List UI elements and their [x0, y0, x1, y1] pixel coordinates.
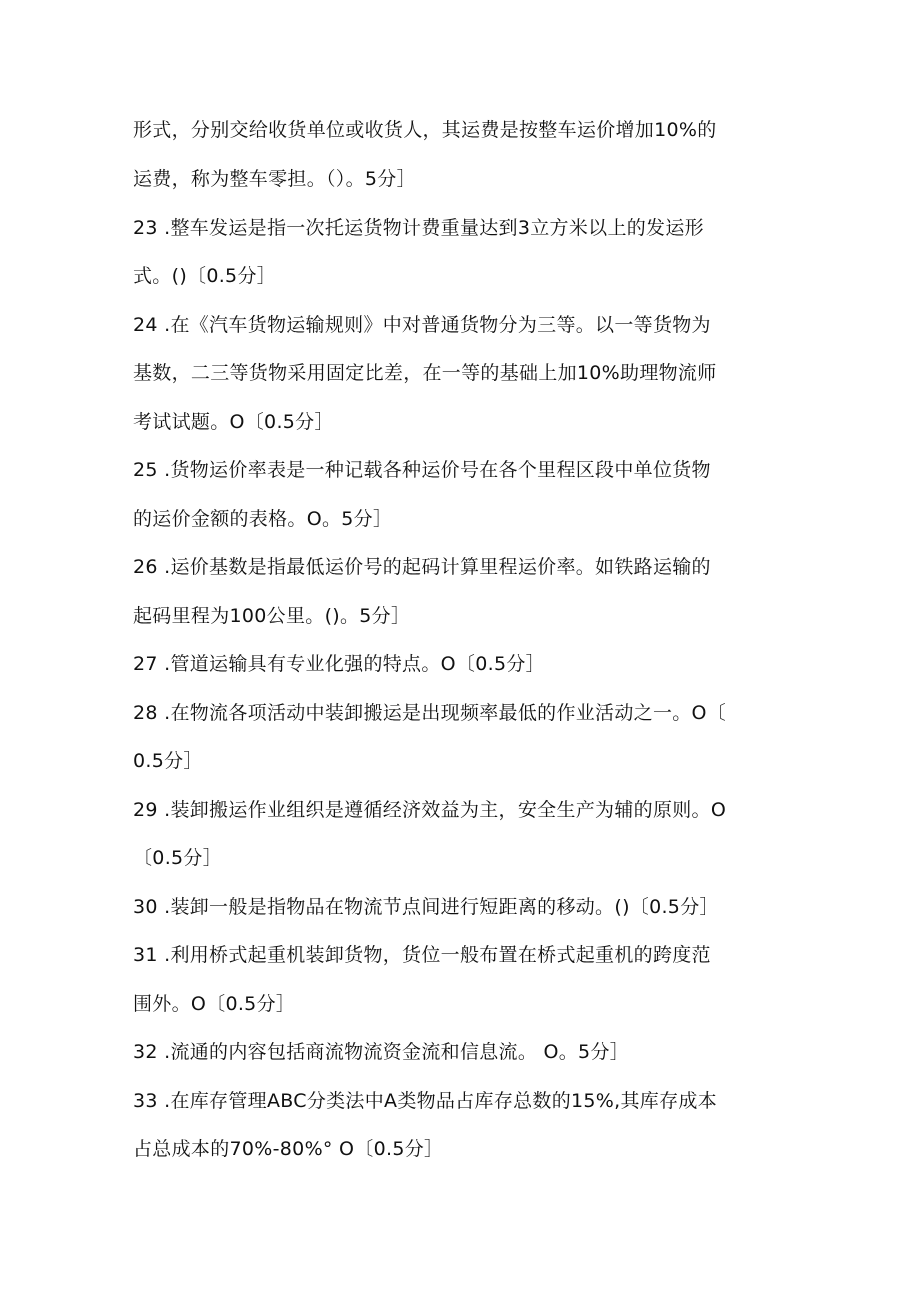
question-31: 31 .利用桥式起重机装卸货物，货位一般布置在桥式起重机的跨度范 — [133, 944, 711, 966]
text-line: 式。()〔0.5分］ — [133, 265, 277, 287]
question-32: 32 .流通的内容包括商流物流资金流和信息流。 O。5分］ — [133, 1041, 630, 1063]
question-27: 27 .管道运输具有专业化强的特点。O〔0.5分］ — [133, 653, 545, 675]
question-28: 28 .在物流各项活动中装卸搬运是出现频率最低的作业活动之一。O〔 — [133, 702, 727, 724]
question-24: 24 .在《汽车货物运输规则》中对普通货物分为三等。以一等货物为 — [133, 314, 711, 336]
question-26: 26 .运价基数是指最低运价号的起码计算里程运价率。如铁路运输的 — [133, 556, 711, 578]
question-30: 30 .装卸一般是指物品在物流节点间进行短距离的移动。()〔0.5分］ — [133, 896, 719, 918]
question-23: 23 .整车发运是指一次托运货物计费重量达到3立方米以上的发运形 — [133, 217, 704, 239]
text-line: 的运价金额的表格。O。5分］ — [133, 508, 393, 530]
text-line: 基数，二三等货物采用固定比差，在一等的基础上加10%助理物流师 — [133, 362, 717, 384]
text-line: 占总成本的70%-80%° O〔0.5分］ — [133, 1138, 444, 1160]
question-33: 33 .在库存管理ABC分类法中A类物品占库存总数的15%,其库存成本 — [133, 1090, 717, 1112]
text-line: 形式，分别交给收货单位或收货人，其运费是按整车运价增加10%的 — [133, 119, 717, 141]
text-line: 围外。O〔0.5分］ — [133, 993, 296, 1015]
question-29: 29 .装卸搬运作业组织是遵循经济效益为主，安全生产为辅的原则。O — [133, 799, 727, 821]
text-line: 运费，称为整车零担。（）。5分］ — [133, 168, 416, 190]
text-line: 考试试题。O〔0.5分］ — [133, 411, 334, 433]
text-line: 起码里程为100公里。()。5分］ — [133, 605, 411, 627]
text-line: 0.5分］ — [133, 750, 203, 772]
question-25: 25 .货物运价率表是一种记载各种运价号在各个里程区段中单位货物 — [133, 459, 711, 481]
text-line: 〔0.5分］ — [133, 847, 223, 869]
